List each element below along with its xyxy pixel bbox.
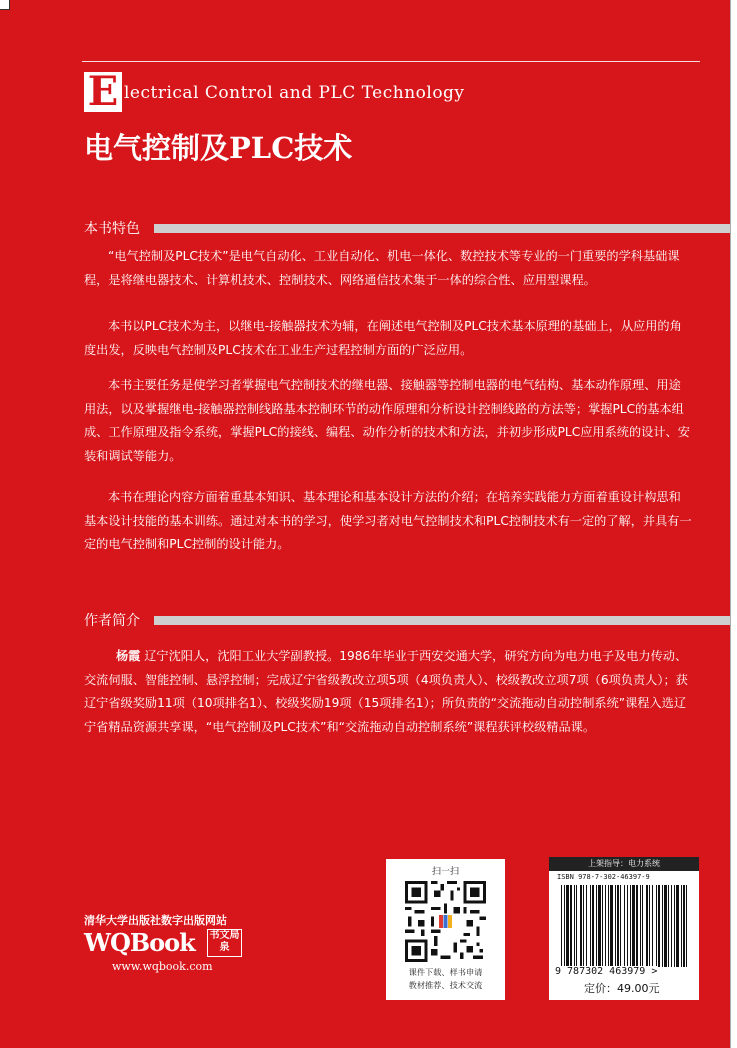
barcode-bar xyxy=(662,885,663,967)
barcode-bar xyxy=(627,885,628,967)
barcode-bar xyxy=(656,885,657,967)
barcode-bar xyxy=(561,885,562,967)
corner-mark xyxy=(0,0,10,10)
barcode-bar xyxy=(580,885,582,967)
shelving-category: 上架指导：电力系统 xyxy=(549,857,699,871)
barcode-bar xyxy=(649,885,650,967)
barcode-bar xyxy=(605,885,606,967)
barcode-bar xyxy=(676,885,679,967)
barcode-bar xyxy=(602,885,603,967)
qr-caption-line-1: 课件下载、样书申请 xyxy=(408,967,483,977)
barcode-bar xyxy=(608,885,609,967)
barcode-bar xyxy=(566,885,569,967)
barcode-bar xyxy=(674,885,675,967)
barcode-bar xyxy=(640,885,641,967)
barcode-bar xyxy=(564,885,565,967)
publisher-url[interactable]: www.wqbook.com xyxy=(112,960,213,973)
book-title: 电气控制及PLC技术 xyxy=(84,131,353,165)
page-edge xyxy=(730,0,737,1048)
barcode-bar xyxy=(664,885,667,967)
barcode-bar xyxy=(652,885,653,967)
qr-title: 扫一扫 xyxy=(431,867,459,877)
barcode-bar xyxy=(624,885,625,967)
qr-caption-line-2: 教材推荐、技术交流 xyxy=(408,980,483,990)
barcode-bar xyxy=(583,885,584,967)
publisher-logo: WQBook xyxy=(84,928,195,957)
qr-code-icon[interactable] xyxy=(405,881,486,962)
logo-letter-e: E xyxy=(84,72,122,112)
barcode-bar xyxy=(617,885,619,967)
barcode-bar xyxy=(658,885,660,967)
barcode-bar xyxy=(610,885,613,967)
features-paragraph-2: 本书以PLC技术为主，以继电-接触器技术为辅，在阐述电气控制及PLC技术基本原理的基础上，从应用的角度出发，反映电气控制及PLC技术在工业生产过程控制方面的广泛应用。 xyxy=(84,319,682,357)
barcode-bar xyxy=(596,885,597,967)
barcode-bar xyxy=(632,885,635,967)
author-bio xyxy=(84,645,692,739)
features-heading: 本书特色 xyxy=(84,221,140,237)
features-paragraph-3: 本书主要任务是使学习者掌握电气控制技术的继电器、接触器等控制电器的电气结构、基本动作原理、用途用法，以及掌握继电-接触器控制线路基本控制环节的动作原理和分析设计控制线路的方法等；掌握PLC的基本组成、工作原理及指令系统，掌握PLC的接线、编程、动作分析的技术和方法，并初步形成PLC应用系统的设计、安装和调试等能力。 xyxy=(84,378,690,463)
barcode-bar xyxy=(642,885,643,967)
author-heading: 作者简介 xyxy=(84,613,140,629)
publisher-name: 清华大学出版社数字出版网站 xyxy=(84,914,227,927)
barcode-bar xyxy=(586,885,587,967)
isbn-text: ISBN 978-7-302-46397-9 xyxy=(557,873,650,881)
features-heading-bar xyxy=(154,224,737,233)
author-name: 杨霞 xyxy=(116,649,141,663)
features-paragraph-4: 本书在理论内容方面着重基本知识、基本理论和基本设计方法的介绍；在培养实践能力方面着重设计构思和基本设计技能的基本训练。通过对本书的学习，使学习者对电气控制技术和PLC控制技术有一定的了解，并具有一定的电气控制和PLC控制的设计能力。 xyxy=(84,490,692,552)
barcode-bar xyxy=(590,885,591,967)
features-paragraph-1: “电气控制及PLC技术”是电气自动化、工业自动化、机电一体化、数控技术等专业的一门重要的学科基础课程，是将继电器技术、计算机技术、控制技术、网络通信技术集于一体的综合性、应用型课程。 xyxy=(84,249,680,287)
barcode-bar xyxy=(686,885,687,967)
barcode-bar xyxy=(668,885,669,967)
price: 定价：49.00元 xyxy=(584,982,660,995)
author-bio-text: 辽宁沈阳人，沈阳工业大学副教授。1986年毕业于西安交通大学，研究方向为电力电子及电力传动、交流伺服、智能控制、悬浮控制；完成辽宁省级教改立项5项（4项负责人）、校级教改立项7项（6项负责人）；获辽宁省级奖励11项（10项排名1）、校级奖励19项（15项排名1）；所负责的“交流拖动自动控制系统”课程入选辽宁省精品资源共享课，“电气控制及PLC技术”和“交流拖动自动控制系统”课程获评校级精品课。 xyxy=(84,649,688,734)
author-heading-bar xyxy=(154,616,737,625)
barcode-graphic xyxy=(559,885,691,977)
barcode-bar xyxy=(620,885,621,967)
publisher-badge: 书文局泉 xyxy=(207,929,242,957)
barcode-bar xyxy=(646,885,648,967)
barcode-bar xyxy=(576,885,577,967)
barcode-bar xyxy=(681,885,682,967)
english-subtitle: lectrical Control and PLC Technology xyxy=(124,83,465,103)
barcode-bar xyxy=(636,885,638,967)
barcode-bar xyxy=(683,885,685,967)
barcode-bar xyxy=(615,885,616,967)
barcode-bar xyxy=(574,885,575,967)
barcode-card xyxy=(549,857,699,1000)
qr-card xyxy=(386,859,505,1000)
barcode-bar xyxy=(630,885,631,967)
top-rule xyxy=(82,61,700,62)
barcode-digits: 9 787302 463979 > xyxy=(555,966,658,977)
barcode-bar xyxy=(671,885,672,967)
barcode-bar xyxy=(592,885,594,967)
barcode-bar xyxy=(598,885,601,967)
barcode-bar xyxy=(570,885,572,967)
